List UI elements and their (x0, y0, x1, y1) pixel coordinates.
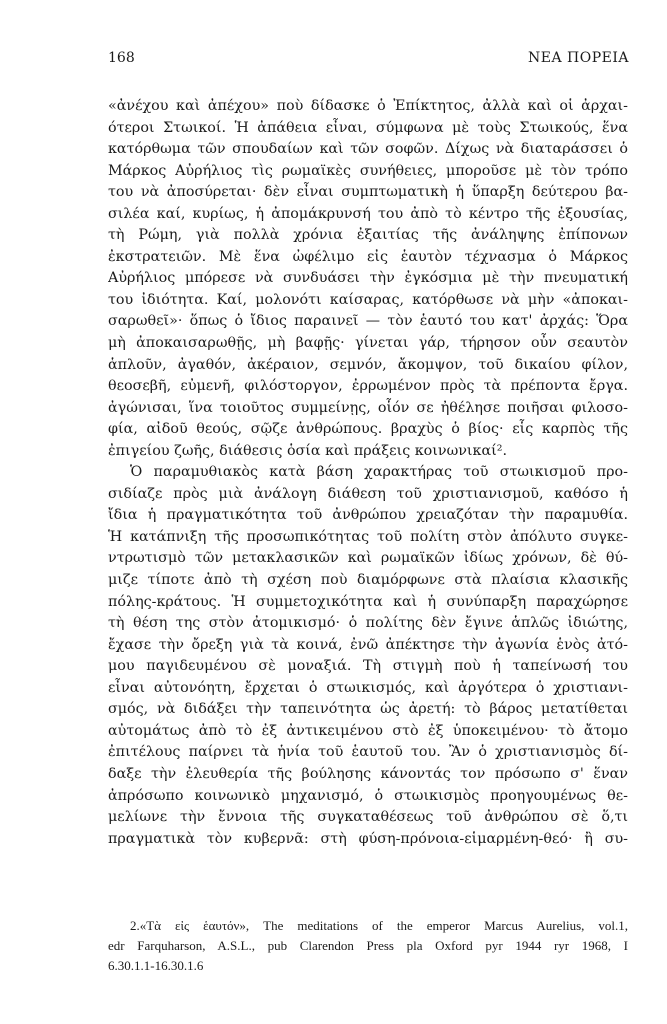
text-line: ἴδια ἡ πραγματικότητα τοῦ ἀνθρώπου χρειαζόταν τὴν παραμυθία. (108, 507, 628, 524)
text-line: θεοσεβῆ, εὐμενῆ, φιλόστοργον, ἐρρωμένον πρὸς τὰ πρέποντα ἔργα. (108, 378, 628, 395)
text-line: τὴ θέση της στὸν ἀτομικισμό· ὁ πολίτης δὲν ἔγινε ἁπλῶς ἰδιώτης, (108, 615, 628, 632)
text-line: τὴ Ρώμη, γιὰ πολλὰ χρόνια ἐξαιτίας τῆς ἀνάληψης ἐπίπονων (108, 227, 628, 244)
text-line: Ἡ κατάπνιξη τῆς προσωπικότητας τοῦ πολίτη στὸν ἀπόλυτο συγκε- (108, 528, 628, 545)
text-line: του νὰ ἀποσύρεται· δὲν εἶναι συμπτωματικὴ ἡ ὕπαρξη δεύτερου βα- (108, 184, 628, 201)
text-line: σιδίαζε πρὸς μιὰ ἀνάλογη διάθεση τοῦ χριστιανισμοῦ, καθόσο ἡ (108, 485, 628, 502)
text-line: Ὁ παραμυθιακὸς κατὰ βάση χαρακτήρας τοῦ στωικισμοῦ προ- (130, 464, 628, 481)
text-line: ἀγώνισαι, ἵνα τοιοῦτος συμμείνῃς, οἷόν σε ἠθέλησε ποιῆσαι φιλοσο- (108, 399, 628, 416)
text-line: μὴ ἀποκαισαρωθῇς, μὴ βαφῇς· γίνεται γάρ, τήρησον οὖν σεαυτὸν (108, 335, 628, 352)
page-header (108, 50, 629, 70)
text-line: πραγματικὰ τὸν κυβερνᾶ: στὴ φύση-πρόνοια-εἱμαρμένη-θεό· ἢ συ- (108, 830, 628, 847)
text-line: μελίωνε τὴν ἔννοια τῆς συγκαταθέσεως τοῦ ἀνθρώπου σὲ ὅ,τι (108, 809, 628, 826)
footnote-line: 2.«Τὰ εἰς ἑαυτόν», The meditations of the emperor Marcus Aurelius, vol.1, (130, 918, 628, 933)
text-line: δαξε τὴν ἐλευθερία τῆς βούλησης κάνοντάς τον πρόσωπο σ' ἕναν (108, 765, 628, 782)
page-number: 168 (108, 50, 135, 66)
footnote (108, 916, 628, 976)
text-line: ἐπιγείου ζωῆς, διάθεσις ὁσία καὶ πράξεις κοινωνικαί². (108, 442, 508, 459)
text-line: ἐπιτέλους παίρνει τὰ ἡνία τοῦ ἑαυτοῦ του. Ἂν ὁ χριστιανισμὸς δί- (108, 744, 628, 761)
text-line: Αὐρήλιος μπόρεσε νὰ συνδυάσει τὴν ἐγκόσμια μὲ τὴν πνευματική (108, 270, 628, 287)
text-line: ἀπρόσωπο κοινωνικὸ μηχανισμό, ὁ στωικισμὸς προηγουμένως θε- (108, 787, 628, 804)
text-line: ότεροι Στωικοί. Ἡ ἀπάθεια εἶναι, σύμφωνα μὲ τοὺς Στωικούς, ἕνα (108, 119, 628, 136)
text-line: «ἀνέχου καὶ ἀπέχου» ποὺ δίδασκε ὁ Ἐπίκτητος, ἀλλὰ καὶ οἱ ἀρχαι- (108, 98, 628, 114)
text-line: εἶναι αὐτονόητη, ἔρχεται ὁ στωικισμός, καὶ ἀργότερα ὁ χριστιανι- (108, 679, 628, 696)
text-line: ἔχασε τὴν ὄρεξη γιὰ τὰ κοινά, ἐνῶ ἀπέκτησε τὴν ἀγωνία ἑνὸς ἀτό- (108, 636, 628, 653)
text-line: αὐτομάτως ἀπὸ τὸ ἐξ ἀντικειμένου στὸ ἐξ ὑποκειμένου· τὸ ἄτομο (108, 722, 628, 739)
footnote-line: edr Farquharson, A.S.L., pub Clarendon Press pla Oxford pyr 1944 ryr 1968, I (108, 938, 628, 953)
text-line: μου παγιδευμένου σὲ μοναξιά. Τὴ στιγμὴ ποὺ ἡ ταπείνωσή του (108, 658, 628, 675)
text-line: σιλέα καί, κυρίως, ἡ ἀπομάκρυνσή του ἀπὸ τὸ κέντρο τῆς ἐξουσίας, (108, 205, 628, 222)
text-line: μιζε τίποτε ἀπὸ τὴ σχέση ποὺ διαμόρφωνε στὰ πλαίσια κλασικῆς (108, 572, 628, 589)
text-line: σαρωθεῖ»· ὅπως ὁ ἴδιος παραινεῖ — τὸν ἑαυτό του κατ' ἀρχάς: Ὅρα (108, 313, 628, 330)
text-line: του ἰδιότητα. Καί, μολονότι καίσαρας, κατόρθωσε νὰ μὴν «ἀποκαι- (108, 291, 628, 308)
body-text (108, 96, 628, 850)
text-line: ντρωτισμὸ τῶν μετακλασικῶν καὶ ρωμαϊκῶν ἰδίως χρόνων, δὲ θύ- (108, 550, 628, 567)
text-line: ἐκστρατειῶν. Μὲ ἕνα ὠφέλιμο εἰς ἑαυτὸν τέχνασμα ὁ Μάρκος (108, 248, 628, 265)
text-line: κατόρθωμα τῶν σπουδαίων καὶ τῶν σοφῶν. Δίχως νὰ διαταράσσει ὁ (108, 141, 628, 158)
running-title: ΝΕΑ ΠΟΡΕΙΑ (528, 50, 629, 66)
text-line: φία, αἰδοῦ θεούς, σῷζε ἀνθρώπους. βραχὺς ὁ βίος· εἷς καρπὸς τῆς (108, 421, 628, 438)
text-line: ἁπλοῦν, ἀγαθόν, ἀκέραιον, σεμνόν, ἄκομψον, τοῦ δικαίου φίλον, (108, 356, 628, 373)
text-line: σμός, νὰ διδάξει τὴν ταπεινότητα ὡς ἀρετή: τὸ βάρος μετατίθεται (108, 701, 628, 718)
text-line: πόλης-κράτους. Ἡ συμμετοχικότητα καὶ ἡ συνύπαρξη παραχώρησε (108, 593, 628, 610)
text-line: Μάρκος Αὐρήλιος τὶς ρωμαϊκὲς συνήθειες, μποροῦσε μὲ τὸν τρόπο (108, 162, 628, 179)
footnote-line: 6.30.1.1-16.30.1.6 (108, 958, 204, 973)
